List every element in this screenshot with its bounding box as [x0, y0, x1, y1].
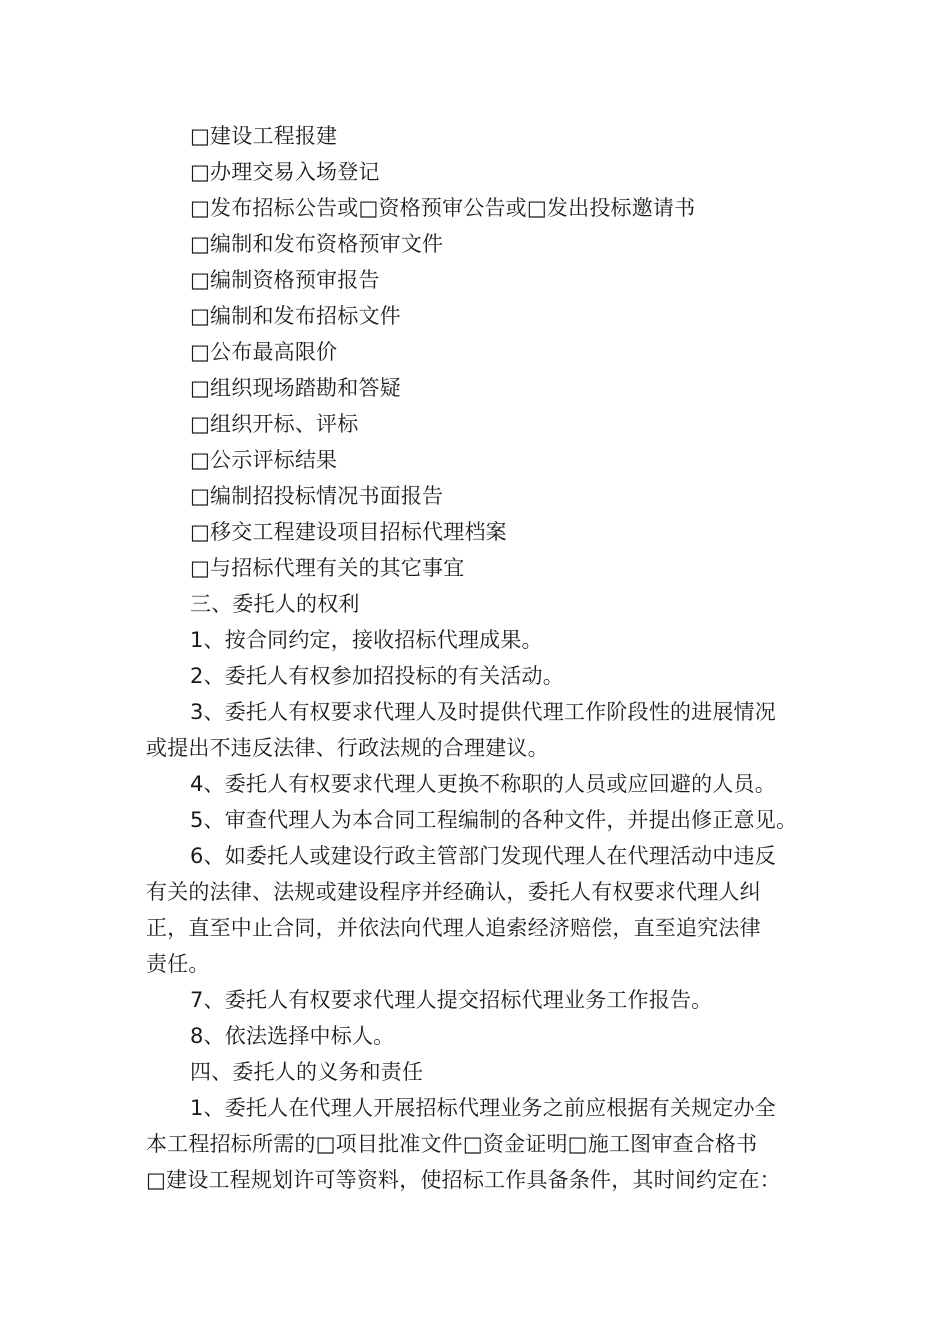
section-client-obligations [146, 1054, 822, 1198]
clause [146, 694, 822, 766]
clause-line: 6、如委托人或建设行政主管部门发现代理人在代理活动中违反 [190, 844, 776, 868]
clause: 7、委托人有权要求代理人提交招标代理业务工作报告。 [190, 988, 713, 1012]
checklist-item[interactable]: □建设工程报建 [190, 124, 338, 148]
section-client-rights [146, 586, 822, 1054]
clause: 1、按合同约定，接收招标代理成果。 [190, 628, 543, 652]
checklist-item[interactable]: □与招标代理有关的其它事宜 [190, 556, 465, 580]
checklist-item[interactable]: □编制招投标情况书面报告 [190, 484, 444, 508]
clause: 5、审查代理人为本合同工程编制的各种文件，并提出修正意见。 [190, 808, 798, 832]
checklist-item[interactable]: □编制和发布招标文件 [190, 304, 401, 328]
clause: 4、委托人有权要求代理人更换不称职的人员或应回避的人员。 [190, 772, 776, 796]
document-page [146, 118, 822, 1198]
checklist-item[interactable]: □组织现场踏勘和答疑 [190, 376, 401, 400]
section-heading: 四、委托人的义务和责任 [190, 1060, 424, 1084]
clause-line: 本工程招标所需的□项目批准文件□资金证明□施工图审查合格书 [146, 1132, 758, 1156]
section-heading: 三、委托人的权利 [190, 592, 360, 616]
checklist-item[interactable]: □办理交易入场登记 [190, 160, 380, 184]
checklist-item[interactable]: □移交工程建设项目招标代理档案 [190, 520, 507, 544]
clause-line: 有关的法律、法规或建设程序并经确认，委托人有权要求代理人纠 [146, 880, 761, 904]
checklist-item[interactable]: □编制和发布资格预审文件 [190, 232, 444, 256]
clause: 2、委托人有权参加招投标的有关活动。 [190, 664, 564, 688]
clause-line: 正，直至中止合同，并依法向代理人追索经济赔偿，直至追究法律 [146, 916, 761, 940]
service-checklist [146, 118, 822, 586]
clause-line: □建设工程规划许可等资料，使招标工作具备条件，其时间约定在： [146, 1168, 781, 1192]
clause [146, 838, 822, 982]
checklist-item[interactable]: □公示评标结果 [190, 448, 338, 472]
clause: 8、依法选择中标人。 [190, 1024, 395, 1048]
checklist-item[interactable]: □公布最高限价 [190, 340, 338, 364]
clause-line: 1、委托人在代理人开展招标代理业务之前应根据有关规定办全 [190, 1096, 776, 1120]
checklist-item[interactable]: □组织开标、评标 [190, 412, 359, 436]
clause [146, 1090, 822, 1198]
clause-line: 3、委托人有权要求代理人及时提供代理工作阶段性的进展情况 [190, 700, 776, 724]
clause-line: 责任。 [146, 952, 210, 976]
clause-line: 或提出不违反法律、行政法规的合理建议。 [146, 736, 549, 760]
checklist-item[interactable]: □编制资格预审报告 [190, 268, 380, 292]
checklist-item[interactable]: □发布招标公告或□资格预审公告或□发出投标邀请书 [190, 196, 696, 220]
